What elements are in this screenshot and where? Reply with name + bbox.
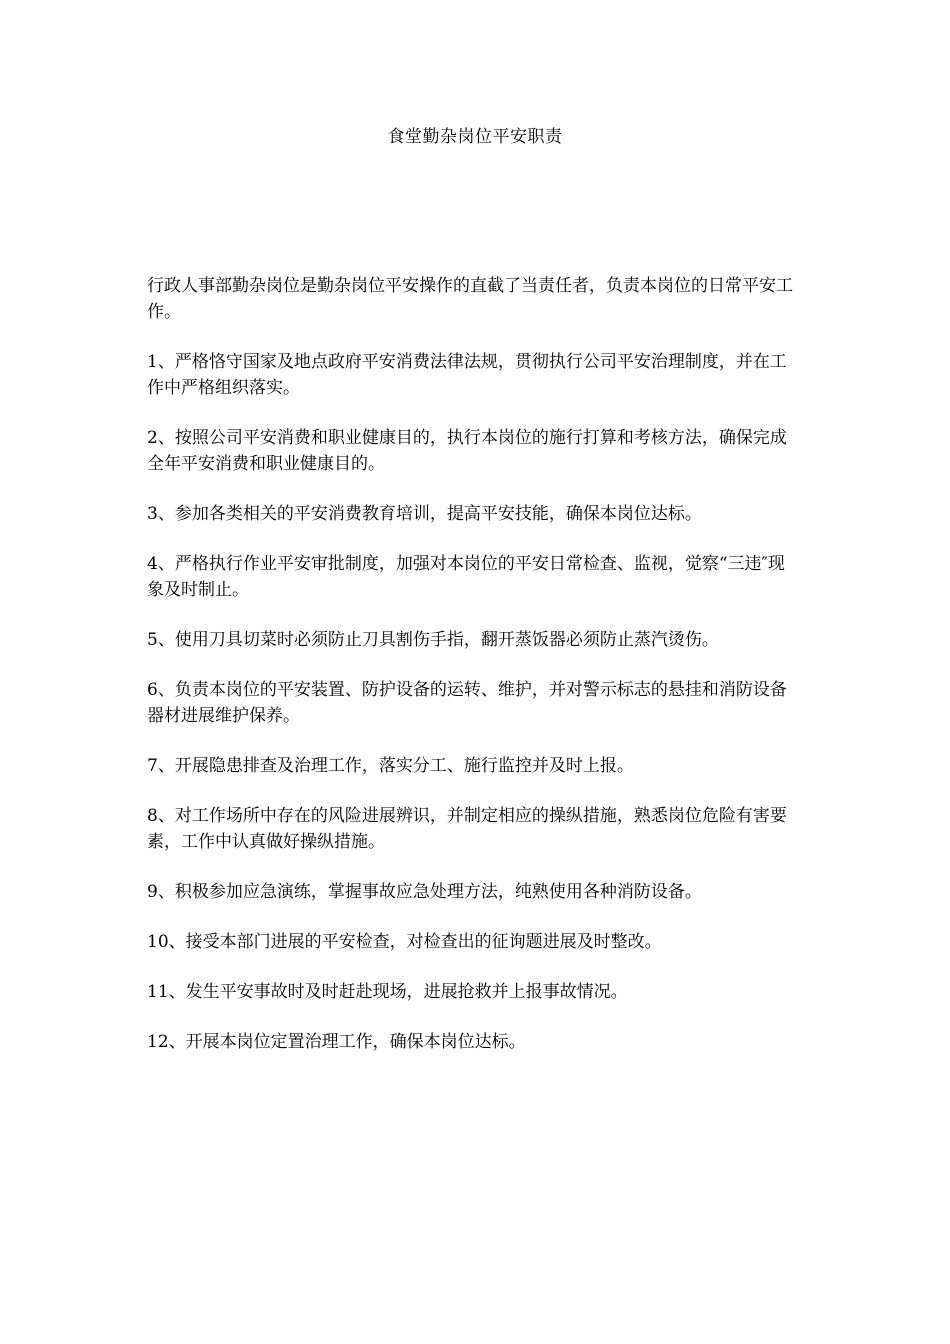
duty-item-1: 1、严格恪守国家及地点政府平安消费法律法规，贯彻执行公司平安治理制度，并在工作中严格组织落实。: [147, 352, 787, 398]
duty-item-12: 12、开展本岗位定置治理工作，确保本岗位达标。: [147, 1032, 526, 1052]
duty-item-4: 4、严格执行作业平安审批制度，加强对本岗位的平安日常检查、监视，觉察“三违″现象及时制止。: [147, 554, 785, 600]
duty-item-6: 6、负责本岗位的平安装置、防护设备的运转、维护，并对警示标志的悬挂和消防设备器材进展维护保养。: [147, 680, 787, 726]
duty-item-8: 8、对工作场所中存在的风险进展辨识，并制定相应的操纵措施，熟悉岗位危险有害要素，工作中认真做好操纵措施。: [147, 806, 787, 852]
duty-item-2: 2、按照公司平安消费和职业健康目的，执行本岗位的施行打算和考核方法，确保完成全年平安消费和职业健康目的。: [147, 428, 787, 474]
duty-item-10: 10、接受本部门进展的平安检查，对检查出的征询题进展及时整改。: [147, 932, 662, 952]
duty-item-5: 5、使用刀具切菜时必须防止刀具割伤手指，翻开蒸饭器必须防止蒸汽烫伤。: [147, 630, 719, 650]
duty-item-7: 7、开展隐患排查及治理工作，落实分工、施行监控并及时上报。: [147, 756, 634, 776]
intro-paragraph: 行政人事部勤杂岗位是勤杂岗位平安操作的直截了当责任者，负责本岗位的日常平安工作。: [147, 276, 793, 322]
document-body: [147, 273, 797, 1079]
duty-item-3: 3、参加各类相关的平安消费教育培训，提高平安技能，确保本岗位达标。: [147, 504, 702, 524]
duty-item-11: 11、发生平安事故时及时赶赴现场，进展抢救并上报事故情况。: [147, 982, 628, 1002]
duty-item-9: 9、积极参加应急演练，掌握事故应急处理方法，纯熟使用各种消防设备。: [147, 882, 702, 902]
document-title: 食堂勤杂岗位平安职责: [387, 127, 563, 147]
